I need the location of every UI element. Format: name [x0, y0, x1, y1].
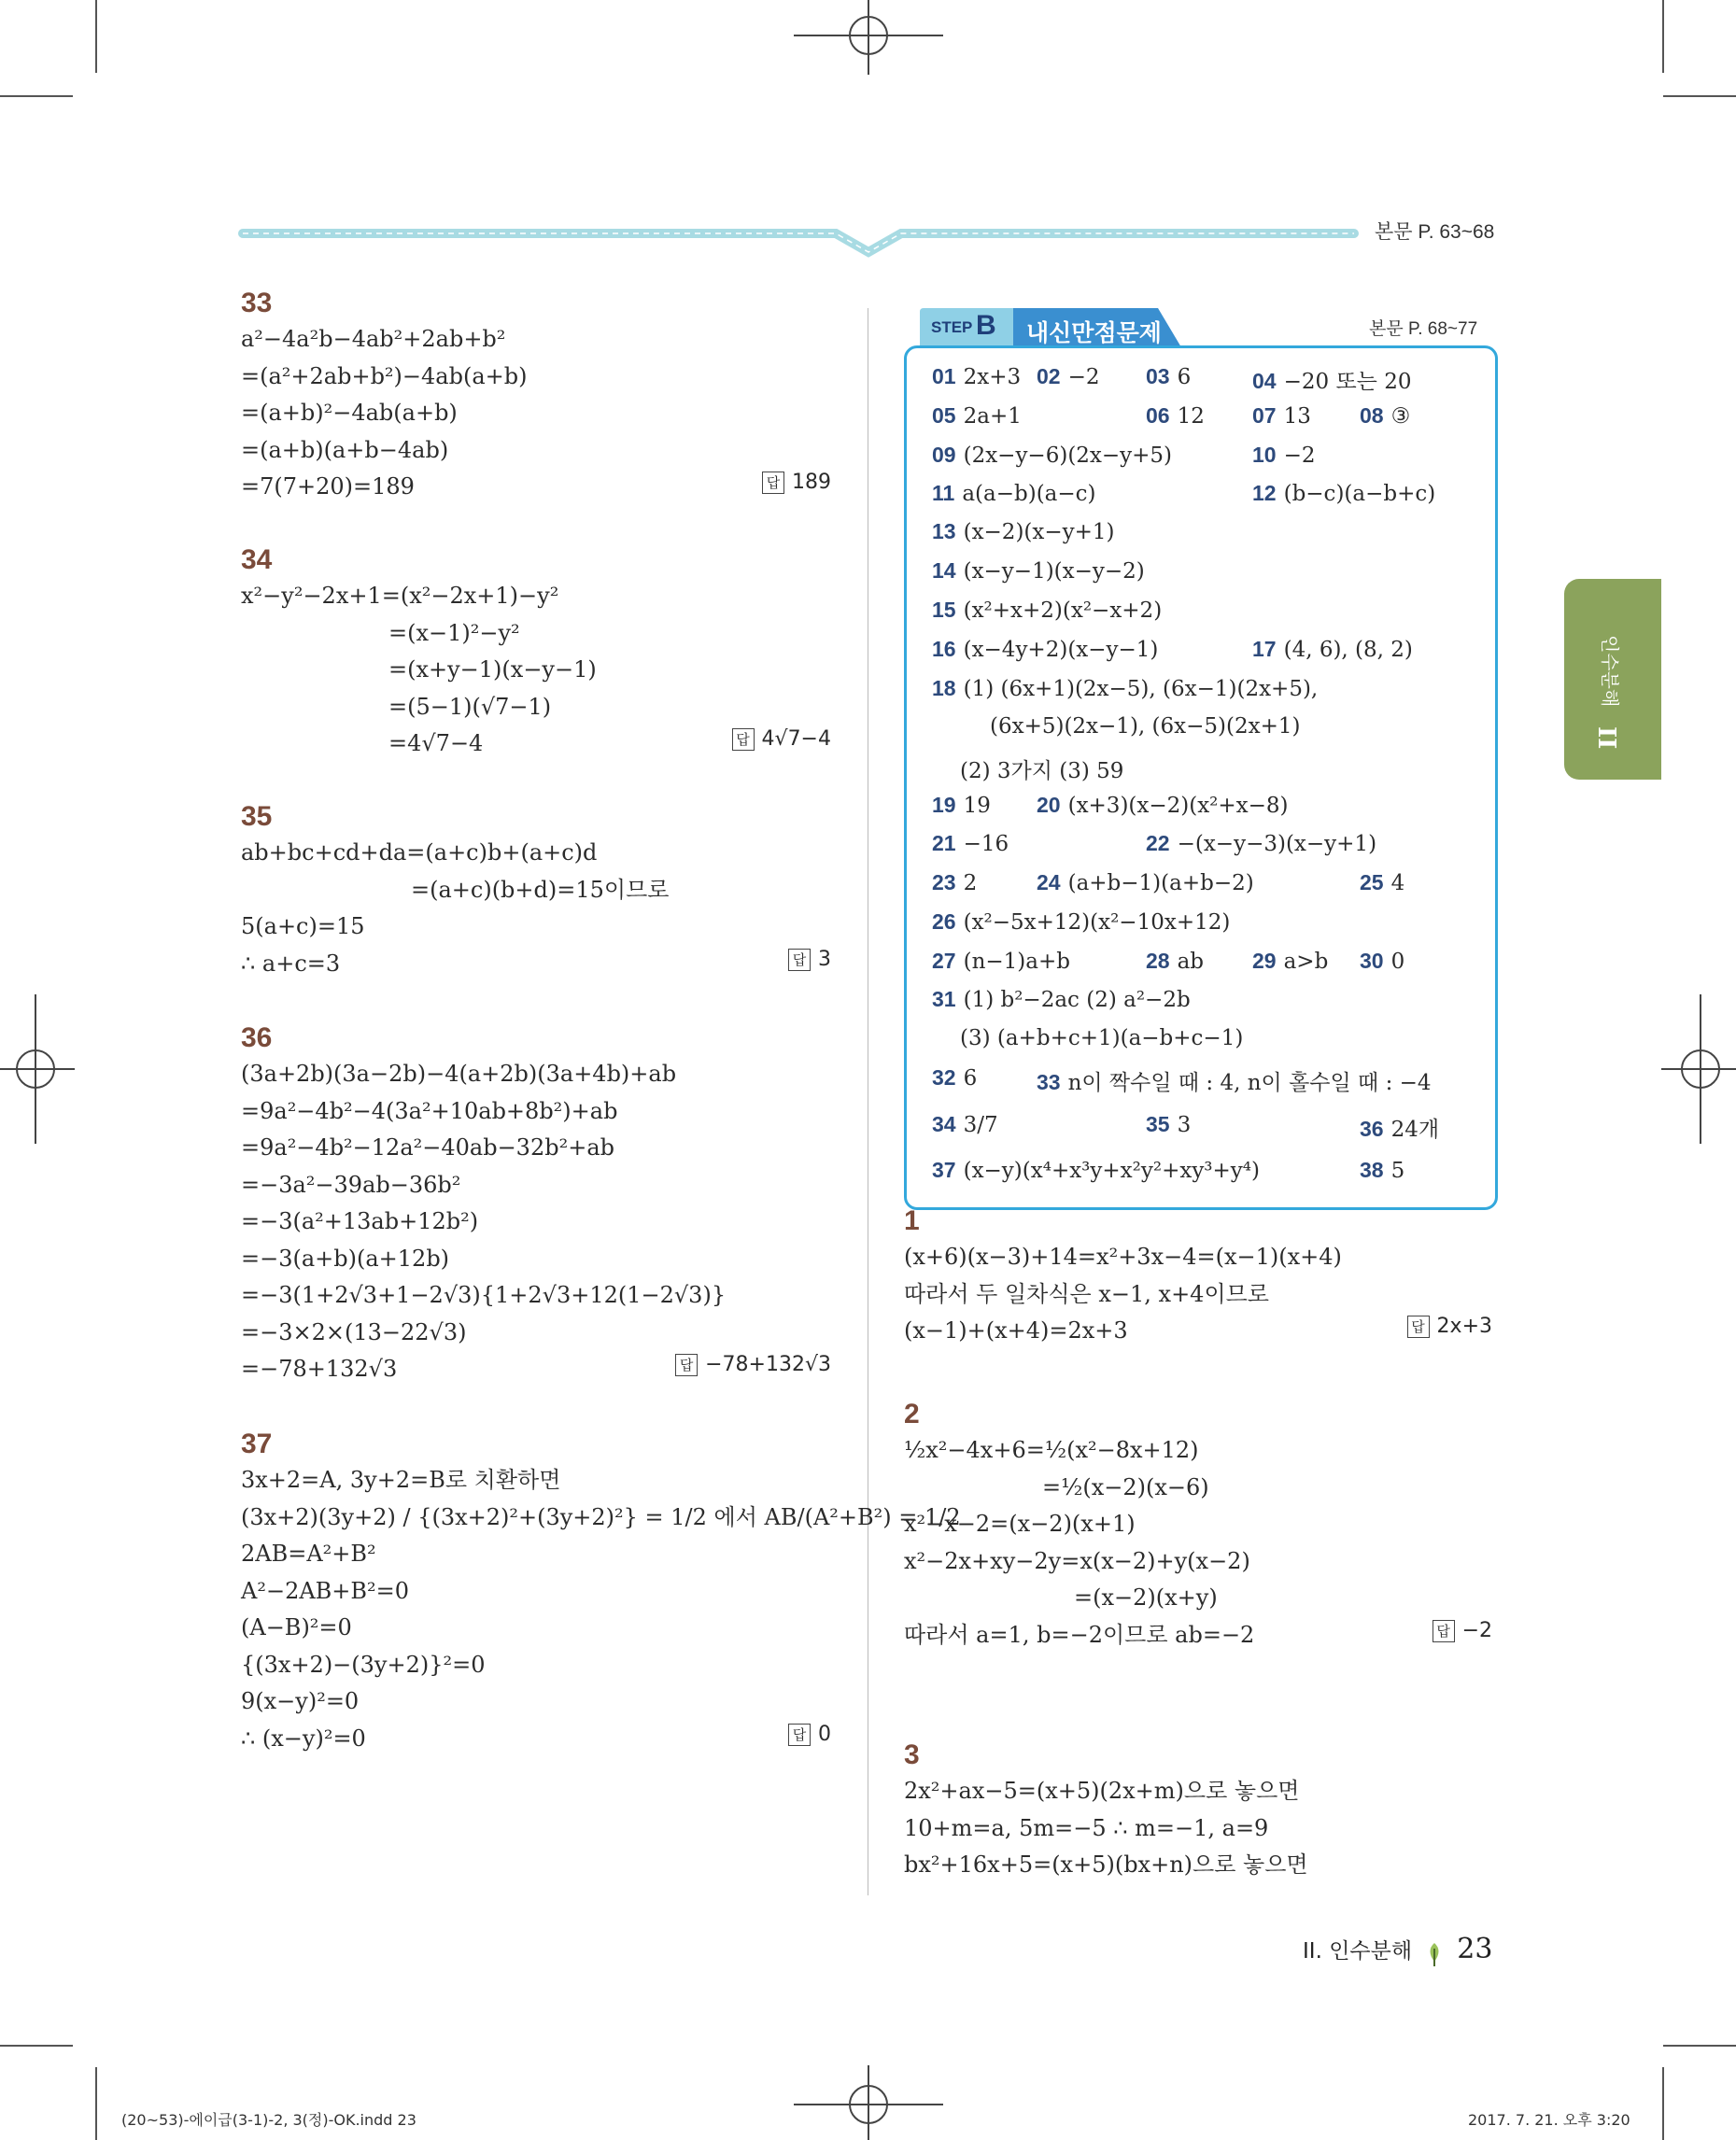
- crop-mark: [1663, 2045, 1736, 2047]
- stepb-item-number: 15: [932, 598, 956, 622]
- solution-line: =9a²−4b²−4(3a²+10ab+8b²)+ab: [241, 1097, 618, 1124]
- solution-line: =(a+c)(b+d)=15이므로: [411, 876, 670, 903]
- solution-line: =(x+y−1)(x−y−1): [388, 656, 597, 683]
- crop-mark: [95, 0, 97, 73]
- stepb-answer-item: [932, 987, 1191, 1012]
- stepb-item-number: 38: [1360, 1158, 1384, 1182]
- stepb-item-number: 10: [1252, 443, 1277, 467]
- answer-box-icon: 답: [1433, 1620, 1455, 1642]
- answer-label: [675, 1353, 831, 1376]
- stepb-item-answer: (2) 3가지 (3) 59: [960, 759, 1124, 783]
- answer-value: 189: [792, 471, 831, 494]
- stepb-item-number: 21: [932, 831, 956, 855]
- answer-label: [732, 727, 831, 751]
- stepb-item-answer: 5: [1390, 1159, 1405, 1183]
- stepb-item-answer: (4, 6), (8, 2): [1283, 638, 1413, 662]
- solution-line: (3x+2)(3y+2) / {(3x+2)²+(3y+2)²} = 1/2 에서 AB/(A²+B²) = 1/2: [241, 1503, 961, 1530]
- solution-line: =−3a²−39ab−36b²: [241, 1171, 461, 1198]
- stepb-item-answer: (n−1)a+b: [963, 950, 1070, 974]
- stepb-answer-item: [1360, 1112, 1439, 1143]
- stepb-answer-item: [932, 519, 1115, 544]
- stepb-item-number: 16: [932, 637, 956, 661]
- crop-mark: [1663, 95, 1736, 97]
- stepb-answer-item: [1037, 1065, 1432, 1096]
- solution-line: =4√7−4: [388, 730, 484, 756]
- crop-mark: [0, 95, 73, 97]
- stepb-answer-item: [1037, 364, 1100, 389]
- solution-line: 따라서 a=1, b=−2이므로 ab=−2: [904, 1621, 1255, 1648]
- stepb-answer-item: [1146, 403, 1205, 429]
- stepb-answer-item: [932, 949, 1070, 974]
- stepb-item-answer: 6: [963, 1066, 978, 1091]
- stepb-item-answer: −20 또는 20: [1283, 370, 1412, 394]
- stepb-item-answer: (x−y−1)(x−y−2): [963, 559, 1145, 584]
- stepb-item-number: 28: [1146, 949, 1170, 973]
- stepb-item-number: 02: [1037, 364, 1061, 388]
- answer-box-icon: 답: [675, 1354, 698, 1376]
- header-page-ref: 본문 P. 63~68: [1375, 221, 1495, 243]
- stepb-item-answer: a(a−b)(a−c): [962, 482, 1096, 506]
- stepb-answer-item: [1146, 364, 1191, 389]
- answer-box-icon: 답: [732, 728, 755, 751]
- stepb-item-number: 37: [932, 1158, 956, 1182]
- stepb-item-answer: 13: [1283, 404, 1311, 429]
- answer-value: −78+132√3: [705, 1353, 831, 1376]
- stepb-item-number: 17: [1252, 637, 1277, 661]
- footer-file-info: (20~53)-에이급(3-1)-2, 3(정)-OK.indd 23: [121, 2111, 416, 2129]
- solution-line: =−78+132√3: [241, 1356, 398, 1382]
- stepb-item-number: 32: [932, 1065, 956, 1090]
- stepb-answer-item: [1360, 870, 1404, 895]
- solution-line: =7(7+20)=189: [241, 473, 415, 500]
- stepb-item-answer: a>b: [1283, 950, 1329, 974]
- stepb-item-answer: ③: [1390, 404, 1411, 429]
- answer-label: [762, 471, 831, 494]
- problem-number: 1: [904, 1205, 920, 1236]
- stepb-item-number: 35: [1146, 1112, 1170, 1136]
- stepb-item-number: 24: [1037, 870, 1061, 894]
- stepb-answer-item: [1146, 831, 1376, 856]
- crop-mark: [0, 2045, 73, 2047]
- stepb-item-answer: −2: [1283, 443, 1316, 468]
- solution-line: 9(x−y)²=0: [241, 1688, 360, 1714]
- header-ribbon: [238, 217, 1359, 263]
- stepb-item-answer: (1) b²−2ac (2) a²−2b: [963, 988, 1191, 1012]
- stepb-item-answer: (x+3)(x−2)(x²+x−8): [1067, 794, 1289, 818]
- stepb-item-number: 27: [932, 949, 956, 973]
- stepb-answer-item: [932, 909, 1230, 935]
- solution-line: =(5−1)(√7−1): [388, 693, 552, 720]
- solution-line: (x+6)(x−3)+14=x²+3x−4=(x−1)(x+4): [904, 1244, 1342, 1270]
- footer-section: [1303, 1933, 1492, 1967]
- registration-mark-top: [794, 0, 943, 75]
- solution-line: (x−1)+(x+4)=2x+3: [904, 1317, 1128, 1344]
- stepb-item-answer: 12: [1177, 404, 1205, 429]
- solution-line: (3a+2b)(3a−2b)−4(a+2b)(3a+4b)+ab: [241, 1061, 677, 1087]
- solution-line: x²−y²−2x+1=(x²−2x+1)−y²: [241, 583, 559, 609]
- solution-line: 5(a+c)=15: [241, 913, 365, 939]
- stepb-item-number: 11: [932, 481, 955, 505]
- stepb-item-number: 12: [1252, 481, 1277, 505]
- stepb-item-number: 26: [932, 909, 956, 934]
- stepb-answer-item: [1252, 364, 1411, 395]
- stepb-answer-item: [960, 753, 1123, 784]
- solution-line: a²−4a²b−4ab²+2ab+b²: [241, 326, 506, 352]
- stepb-item-answer: 24개: [1390, 1118, 1440, 1142]
- stepb-item-number: 20: [1037, 793, 1061, 817]
- stepb-item-answer: 0: [1390, 950, 1405, 974]
- stepb-answer-item: [1037, 870, 1254, 895]
- stepb-item-answer: (3) (a+b+c+1)(a−b+c−1): [960, 1026, 1244, 1050]
- stepb-answer-item: [1146, 1112, 1191, 1137]
- solution-line: =9a²−4b²−12a²−40ab−32b²+ab: [241, 1134, 614, 1161]
- problem-number: 35: [241, 801, 273, 832]
- crop-mark: [1662, 0, 1664, 73]
- answer-value: 3: [818, 947, 831, 971]
- crop-mark: [95, 2067, 97, 2140]
- problem-number: 3: [904, 1739, 920, 1770]
- stepb-answer-item: [1252, 949, 1328, 974]
- stepb-item-answer: 4: [1390, 871, 1405, 895]
- stepb-answer-item: [990, 714, 1300, 739]
- solution-line: 2AB=A²+B²: [241, 1541, 376, 1567]
- problem-number: 2: [904, 1399, 920, 1429]
- stepb-item-number: 13: [932, 519, 956, 543]
- answer-value: −2: [1461, 1618, 1492, 1642]
- stepb-answer-item: [1360, 403, 1410, 429]
- stepb-item-answer: (x²−5x+12)(x²−10x+12): [963, 910, 1231, 935]
- stepb-item-number: 03: [1146, 364, 1170, 388]
- stepb-item-answer: −(x−y−3)(x−y+1): [1177, 832, 1377, 856]
- answer-label: [1433, 1619, 1492, 1642]
- stepb-title: 내신만점문제: [1026, 320, 1162, 346]
- stepb-answer-item: [932, 1065, 977, 1091]
- problem-number: 36: [241, 1022, 273, 1053]
- solution-line: {(3x+2)−(3y+2)}²=0: [241, 1651, 486, 1678]
- solution-line: (A−B)²=0: [241, 1614, 352, 1640]
- stepb-item-answer: 2a+1: [963, 404, 1022, 429]
- stepb-item-answer: 6: [1177, 365, 1192, 389]
- stepb-item-answer: (x−2)(x−y+1): [963, 520, 1115, 544]
- stepb-answer-item: [1360, 949, 1404, 974]
- stepb-item-number: 36: [1360, 1117, 1384, 1141]
- stepb-item-number: 34: [932, 1112, 956, 1136]
- stepb-item-number: 09: [932, 443, 956, 467]
- solution-line: x²−x−2=(x−2)(x+1): [904, 1511, 1136, 1537]
- solution-line: ∴ a+c=3: [241, 950, 341, 977]
- stepb-item-number: 25: [1360, 870, 1384, 894]
- stepb-answer-item: [1252, 637, 1413, 662]
- stepb-item-number: 01: [932, 364, 956, 388]
- stepb-answer-item: [1146, 949, 1204, 974]
- stepb-item-answer: (2x−y−6)(2x−y+5): [963, 443, 1173, 468]
- stepb-item-answer: 2: [963, 871, 978, 895]
- stepb-item-number: 18: [932, 676, 956, 700]
- stepb-answer-item: [932, 558, 1145, 584]
- stepb-item-number: 06: [1146, 403, 1170, 428]
- solution-line: ½x²−4x+6=½(x²−8x+12): [904, 1437, 1199, 1463]
- stepb-item-answer: (x²+x+2)(x²−x+2): [963, 598, 1163, 623]
- page-number: 23: [1457, 1933, 1493, 1965]
- answer-box-icon: 답: [788, 949, 811, 971]
- stepb-answer-item: [932, 676, 1318, 701]
- stepb-answer-item: [932, 443, 1172, 468]
- stepb-answer-item: [932, 831, 1009, 856]
- solution-line: x²−2x+xy−2y=x(x−2)+y(x−2): [904, 1547, 1250, 1574]
- stepb-answer-item: [1252, 481, 1435, 506]
- solution-line: ∴ (x−y)²=0: [241, 1725, 366, 1752]
- solution-line: =−3(1+2√3+1−2√3){1+2√3+12(1−2√3)}: [241, 1282, 727, 1308]
- chapter-side-tab: [1564, 579, 1661, 780]
- stepb-header: [920, 308, 1200, 347]
- stepb-item-number: 14: [932, 558, 956, 583]
- solution-line: 10+m=a, 5m=−5 ∴ m=−1, a=9: [904, 1814, 1269, 1841]
- solution-line: =(x−1)²−y²: [388, 619, 520, 646]
- stepb-answer-item: [1252, 443, 1316, 468]
- stepb-answer-item: [932, 481, 1096, 506]
- answer-label: [1407, 1315, 1492, 1338]
- side-tab-label: 인수분해: [1599, 635, 1619, 708]
- solution-line: =(x−2)(x+y): [1074, 1584, 1218, 1611]
- stepb-item-answer: n이 짝수일 때 : 4, n이 홀수일 때 : −4: [1067, 1071, 1432, 1095]
- footer-section-label: II. 인수분해: [1303, 1939, 1413, 1964]
- stepb-item-number: 23: [932, 870, 956, 894]
- stepb-item-number: 04: [1252, 369, 1277, 393]
- side-tab-roman: II: [1592, 726, 1620, 750]
- registration-mark-left: [0, 994, 75, 1144]
- stepb-badge-b: B: [976, 310, 996, 341]
- stepb-item-answer: −2: [1067, 365, 1100, 389]
- solution-line: =(a+b)(a+b−4ab): [241, 436, 449, 463]
- stepb-item-answer: 19: [963, 794, 991, 818]
- answer-label: [788, 948, 831, 971]
- stepb-item-number: 30: [1360, 949, 1384, 973]
- stepb-item-number: 22: [1146, 831, 1170, 855]
- stepb-item-number: 05: [932, 403, 956, 428]
- stepb-item-answer: (1) (6x+1)(2x−5), (6x−1)(2x+5),: [963, 677, 1319, 701]
- stepb-answer-item: [932, 364, 1021, 389]
- stepb-answer-item: [932, 598, 1162, 623]
- stepb-answer-item: [932, 1112, 998, 1137]
- problem-number: 33: [241, 288, 273, 318]
- stepb-page-ref: 본문 P. 68~77: [1369, 319, 1478, 339]
- stepb-item-answer: (b−c)(a−b+c): [1283, 482, 1436, 506]
- stepb-item-number: 19: [932, 793, 956, 817]
- stepb-answer-item: [1360, 1158, 1404, 1183]
- answer-value: 0: [818, 1722, 831, 1746]
- problem-number: 37: [241, 1429, 273, 1459]
- answer-box-icon: 답: [762, 472, 784, 494]
- stepb-answer-item: [1037, 793, 1289, 818]
- answer-box-icon: 답: [1407, 1316, 1430, 1338]
- answer-label: [788, 1723, 831, 1746]
- stepb-answer-item: [932, 637, 1158, 662]
- stepb-answer-item: [932, 793, 991, 818]
- stepb-item-answer: −16: [963, 832, 1009, 856]
- stepb-answer-item: [1252, 403, 1311, 429]
- stepb-answer-item: [960, 1026, 1243, 1050]
- answer-value: 4√7−4: [761, 727, 831, 751]
- solution-line: A²−2AB+B²=0: [241, 1577, 410, 1604]
- problem-number: 34: [241, 544, 273, 575]
- answer-box-icon: 답: [788, 1724, 811, 1746]
- solution-line: =−3(a²+13ab+12b²): [241, 1208, 479, 1234]
- registration-mark-right: [1661, 994, 1736, 1144]
- footer-print-date: 2017. 7. 21. 오후 3:20: [1468, 2111, 1630, 2129]
- solution-line: bx²+16x+5=(x+5)(bx+n)으로 놓으면: [904, 1851, 1308, 1878]
- stepb-item-number: 07: [1252, 403, 1277, 428]
- stepb-answer-item: [932, 1158, 1260, 1183]
- stepb-item-answer: (6x+5)(2x−1), (6x−5)(2x+1): [990, 714, 1301, 739]
- crop-mark: [1662, 2067, 1664, 2140]
- stepb-item-number: 29: [1252, 949, 1277, 973]
- stepb-answer-item: [932, 403, 1022, 429]
- leaf-icon: [1424, 1941, 1445, 1967]
- stepb-item-answer: (x−y)(x⁴+x³y+x²y²+xy³+y⁴): [963, 1159, 1260, 1183]
- solution-line: ab+bc+cd+da=(a+c)b+(a+c)d: [241, 839, 598, 866]
- registration-mark-bottom: [794, 2065, 943, 2140]
- stepb-answer-item: [932, 870, 977, 895]
- solution-line: =−3(a+b)(a+12b): [241, 1245, 450, 1272]
- solution-line: 2x²+ax−5=(x+5)(2x+m)으로 놓으면: [904, 1778, 1300, 1804]
- solution-line: =½(x−2)(x−6): [1042, 1473, 1209, 1500]
- solution-line: =−3×2×(13−22√3): [241, 1318, 467, 1345]
- stepb-item-answer: 3/7: [963, 1113, 998, 1137]
- solution-line: =(a²+2ab+b²)−4ab(a+b): [241, 362, 528, 389]
- answer-value: 2x+3: [1436, 1315, 1492, 1338]
- stepb-item-answer: ab: [1177, 950, 1205, 974]
- solution-line: 따라서 두 일차식은 x−1, x+4이므로: [904, 1280, 1269, 1307]
- stepb-item-number: 08: [1360, 403, 1384, 428]
- stepb-item-answer: 3: [1177, 1113, 1192, 1137]
- solution-line: 3x+2=A, 3y+2=B로 치환하면: [241, 1467, 561, 1493]
- stepb-item-number: 33: [1037, 1070, 1061, 1094]
- stepb-item-number: 31: [932, 987, 956, 1011]
- stepb-item-answer: (a+b−1)(a+b−2): [1067, 871, 1254, 895]
- stepb-badge-step: STEP: [931, 318, 973, 336]
- stepb-item-answer: 2x+3: [963, 365, 1022, 389]
- solution-line: =(a+b)²−4ab(a+b): [241, 400, 458, 426]
- stepb-item-answer: (x−4y+2)(x−y−1): [963, 638, 1159, 662]
